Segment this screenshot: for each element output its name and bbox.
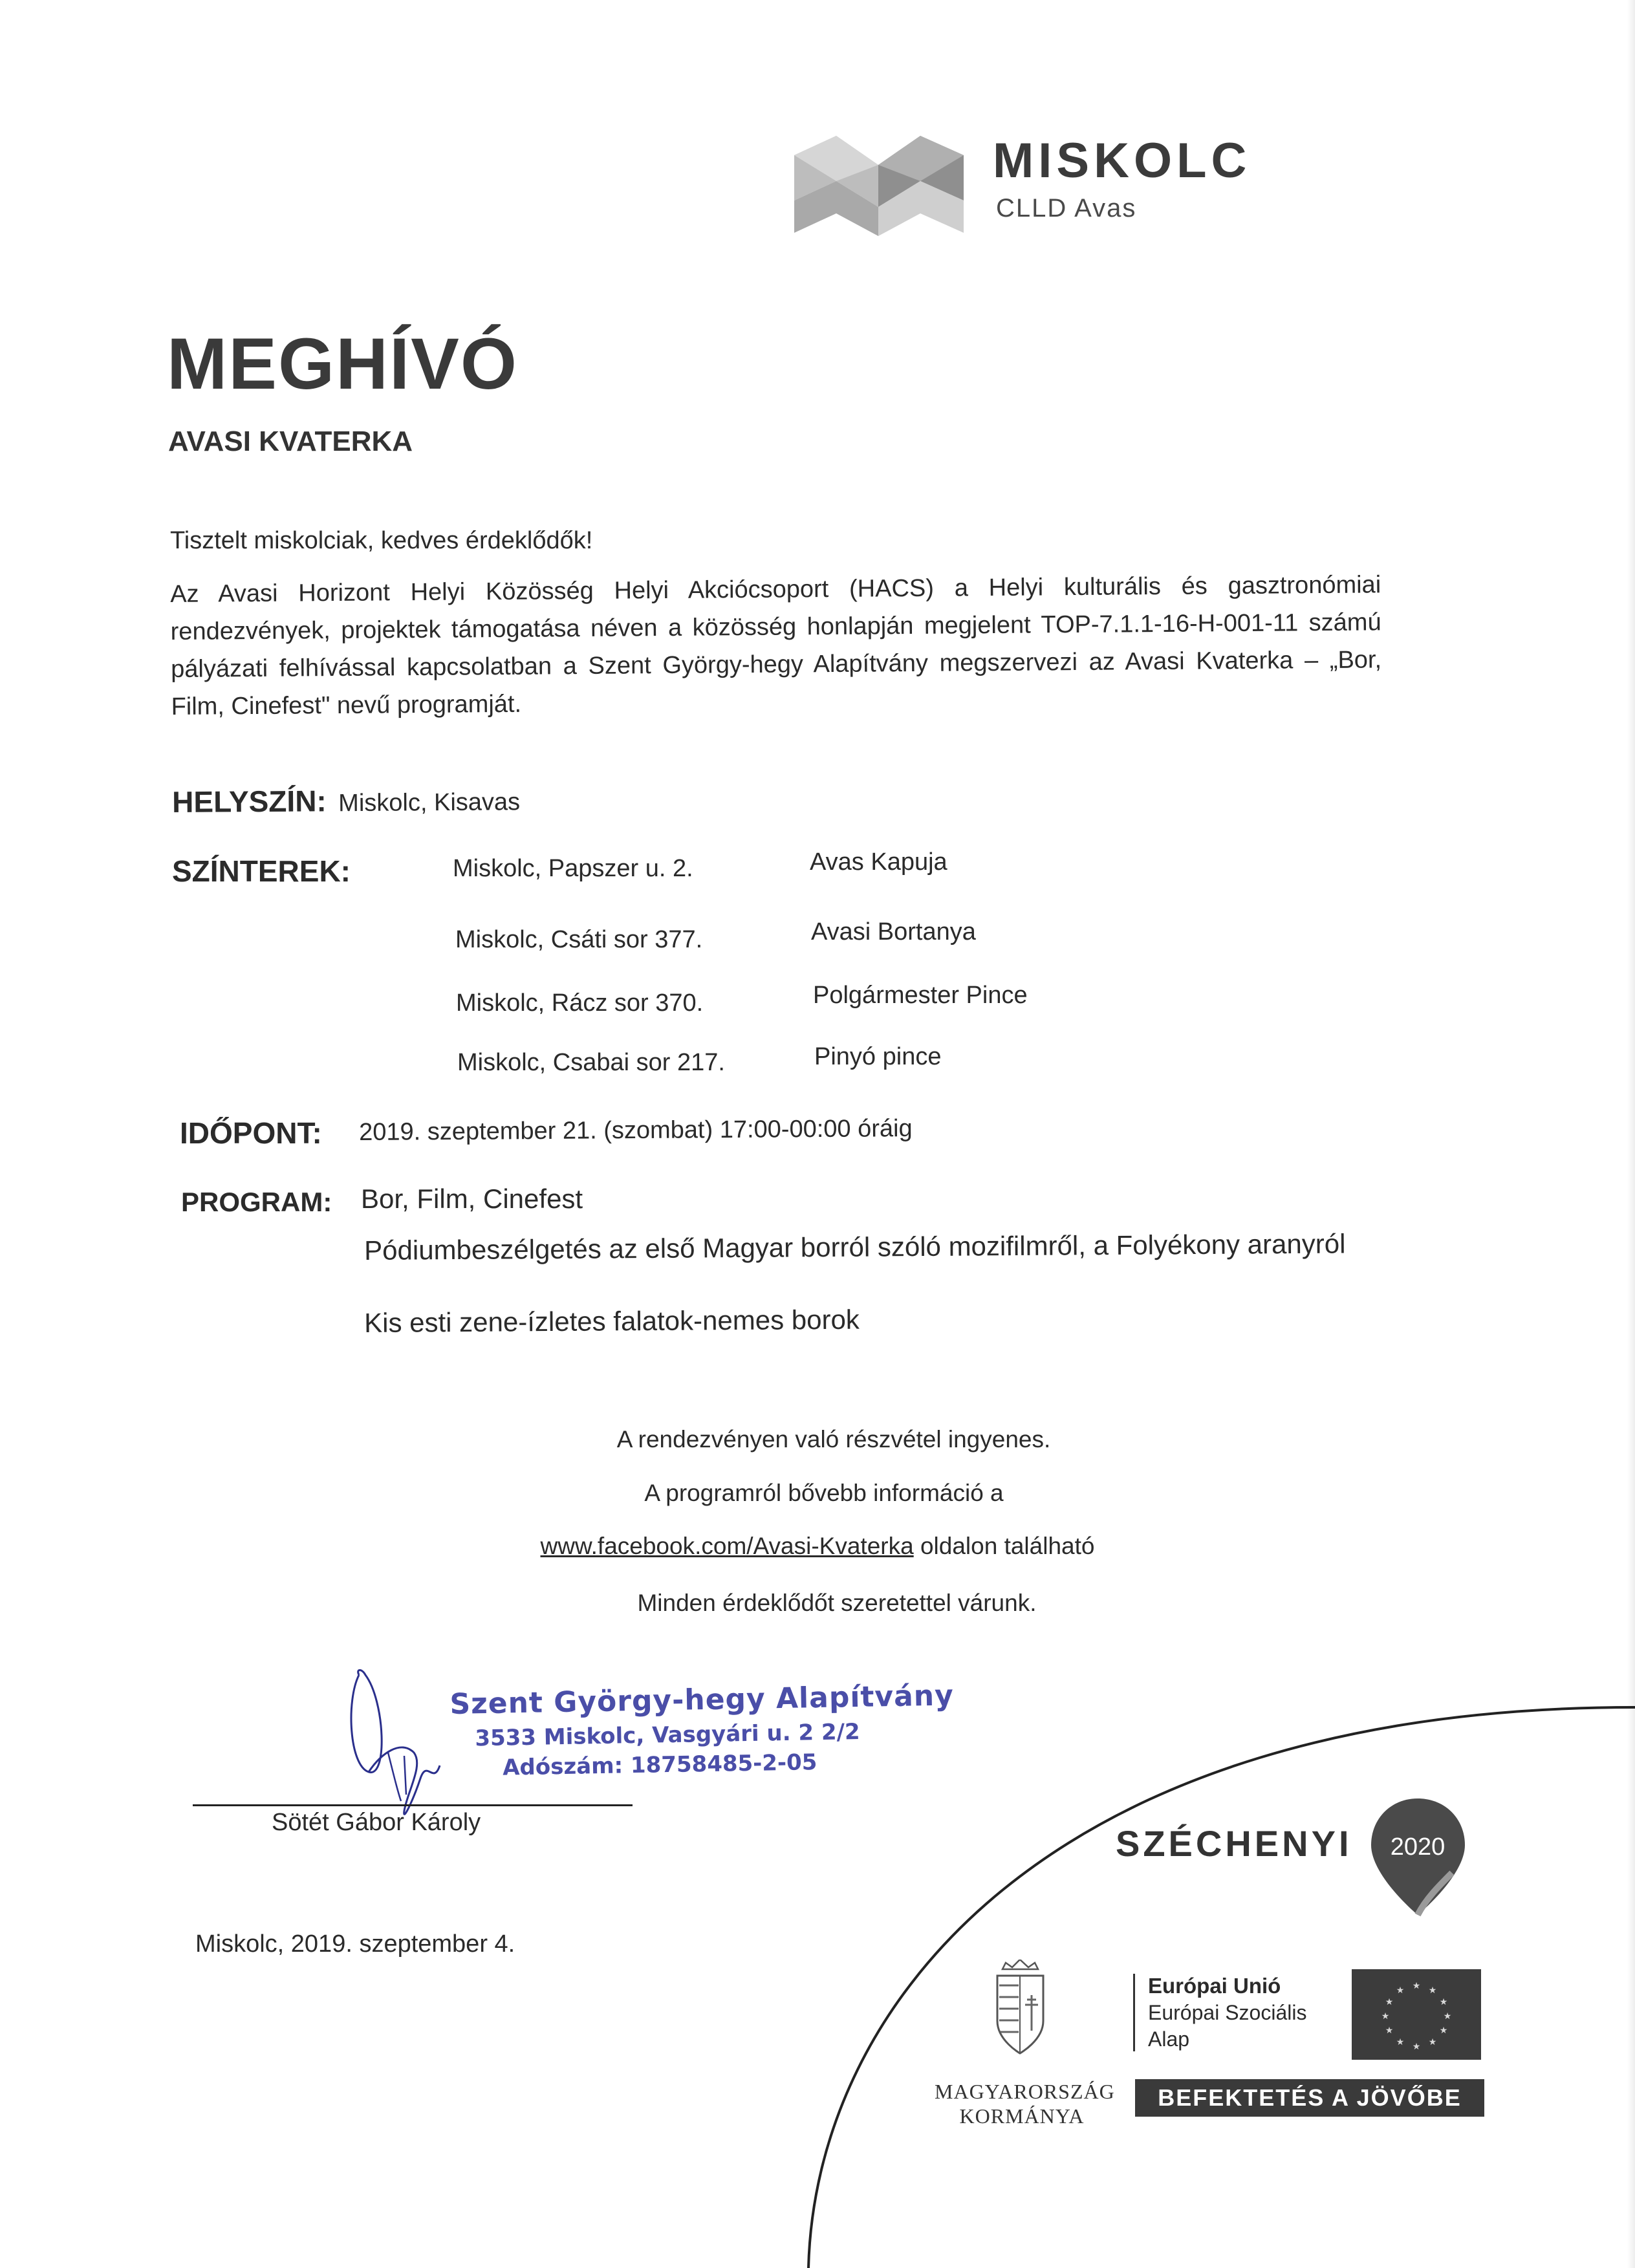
szechenyi-title: SZÉCHENYI [1116, 1823, 1352, 1864]
eu-fund-text [1133, 1974, 1306, 2051]
venue-name: Pinyó pince [814, 1043, 942, 1070]
logo-subtitle: CLLD Avas [996, 194, 1137, 222]
svg-text:★: ★ [1428, 2037, 1437, 2047]
svg-text:★: ★ [1439, 2025, 1448, 2036]
svg-text:★: ★ [1396, 1985, 1405, 1996]
venue-name: Avas Kapuja [810, 848, 947, 876]
venue-address: Miskolc, Csáti sor 377. [455, 926, 703, 953]
program-item: Bor, Film, Cinefest [361, 1183, 583, 1214]
hungarian-coat-of-arms-icon [990, 1960, 1051, 2057]
free-entry-note: A rendezvényen való részvétel ingyenes. [616, 1426, 1051, 1453]
venue-address: Miskolc, Papszer u. 2. [453, 855, 693, 882]
logo-city-name: MISKOLC [993, 133, 1251, 188]
program-item: Pódiumbeszélgetés az első Magyar borról szóló mozifilmről, a Folyékony aranyról [364, 1228, 1346, 1266]
government-line-2: KORMÁNYA [959, 2104, 1085, 2128]
intro-paragraph: Az Avasi Horizont Helyi Közösség Helyi Akciócsoport (HACS) a Helyi kulturális és gasztronómiai rendezvények, projektek támogatása néven a közösség honlapján megjelent TOP-7.1.1-16-H-001-11 számú pályázati felhívással kapcsolatban a Szent György-hegy Alapítvány megszervezi az Avasi Kvaterka – „Bor, Film, Cinefest" nevű programját. [170, 571, 1382, 720]
svg-text:★: ★ [1385, 2025, 1394, 2036]
government-name [935, 2079, 1115, 2128]
invest-in-future-banner: BEFEKTETÉS A JÖVŐBE [1135, 2079, 1484, 2117]
svg-text:★: ★ [1428, 1985, 1437, 1996]
miskolc-logo-icon [794, 129, 964, 239]
facebook-line [0, 1533, 1635, 1560]
svg-text:★: ★ [1439, 1997, 1448, 2007]
svg-text:★: ★ [1385, 1997, 1394, 2007]
location-value: Miskolc, Kisavas [338, 788, 521, 817]
more-info-note: A programról bővebb információ a [644, 1480, 1004, 1506]
venue-name: Polgármester Pince [813, 982, 1028, 1009]
eu-line-3: Alap [1148, 2027, 1190, 2051]
location-row [172, 782, 520, 819]
stamp-address: 3533 Miskolc, Vasgyári u. 2 2/2 [475, 1718, 860, 1752]
program-label: PROGRAM: [181, 1187, 332, 1217]
svg-text:★: ★ [1443, 2011, 1452, 2022]
facebook-link[interactable]: www.facebook.com/Avasi-Kvaterka [540, 1533, 914, 1559]
venue-address: Miskolc, Csabai sor 217. [457, 1049, 725, 1076]
eu-flag-icon [1352, 1969, 1481, 2060]
svg-text:★: ★ [1396, 2037, 1405, 2047]
eu-line-2: Európai Szociális [1148, 2001, 1307, 2024]
document-subtitle: AVASI KVATERKA [168, 426, 413, 457]
facebook-link-suffix: oldalon található [913, 1533, 1095, 1559]
time-value: 2019. szeptember 21. (szombat) 17:00-00:00 óráig [359, 1115, 913, 1146]
place-and-date: Miskolc, 2019. szeptember 4. [195, 1930, 515, 1958]
svg-text:★: ★ [1412, 1981, 1421, 1991]
time-label: IDŐPONT: [180, 1116, 322, 1150]
venue-name: Avasi Bortanya [811, 918, 976, 945]
stamp-name: Szent György-hegy Alapítvány [449, 1679, 955, 1721]
venues-label: SZÍNTEREK: [172, 854, 351, 888]
signer-name: Sötét Gábor Károly [272, 1809, 481, 1836]
signature-line [193, 1804, 633, 1806]
szechenyi-pin-icon [1368, 1795, 1468, 1918]
greeting: Tisztelt miskolciak, kedves érdeklődők! [170, 527, 593, 554]
stamp-tax-number: Adószám: 18758485-2-05 [502, 1749, 817, 1781]
szechenyi-year: 2020 [1390, 1833, 1446, 1861]
program-item: Kis esti zene-ízletes falatok-nemes borok [364, 1304, 860, 1338]
venue-address: Miskolc, Rácz sor 370. [456, 989, 704, 1017]
location-label: HELYSZÍN: [172, 784, 327, 819]
government-line-1: MAGYARORSZÁG [935, 2080, 1115, 2103]
svg-text:★: ★ [1381, 2011, 1390, 2022]
eu-line-1: Európai Unió [1148, 1974, 1281, 1998]
welcome-note: Minden érdeklődőt szeretettel várunk. [637, 1590, 1037, 1616]
document-title: MEGHÍVÓ [167, 323, 518, 404]
svg-text:★: ★ [1412, 2042, 1421, 2052]
